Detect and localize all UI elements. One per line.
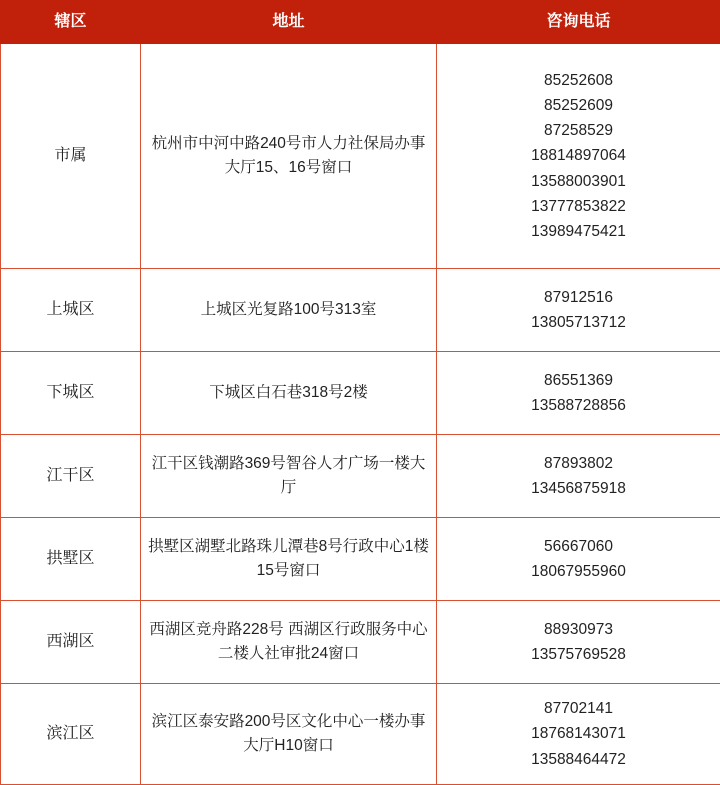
phone-number: 85252608 [443,68,714,93]
cell-district: 滨江区 [1,684,141,785]
table-row [1,352,720,435]
table-row [1,684,720,785]
cell-address: 江干区钱潮路369号智谷人才广场一楼大厅 [141,435,437,518]
table-header-row [1,1,720,44]
phone-number: 13989475421 [443,219,714,244]
table-row [1,518,720,601]
cell-address: 杭州市中河中路240号市人力社保局办事大厅15、16号窗口 [141,44,437,269]
column-header-phone: 咨询电话 [437,1,720,44]
phone-number: 13456875918 [443,476,714,501]
cell-phones [437,518,720,601]
phone-number: 13575769528 [443,642,714,667]
phone-number: 18067955960 [443,559,714,584]
cell-address: 滨江区泰安路200号区文化中心一楼办事大厅H10窗口 [141,684,437,785]
cell-district: 江干区 [1,435,141,518]
phone-number: 18814897064 [443,143,714,168]
phone-number: 13588464472 [443,747,714,772]
phone-number: 13588728856 [443,393,714,418]
phone-number: 86551369 [443,368,714,393]
cell-address: 拱墅区湖墅北路珠儿潭巷8号行政中心1楼15号窗口 [141,518,437,601]
table-row [1,601,720,684]
cell-district: 西湖区 [1,601,141,684]
phone-number: 87912516 [443,285,714,310]
cell-address: 下城区白石巷318号2楼 [141,352,437,435]
cell-district: 市属 [1,44,141,269]
cell-phones [437,435,720,518]
column-header-district: 辖区 [1,1,141,44]
phone-number: 18768143071 [443,721,714,746]
cell-address: 上城区光复路100号313室 [141,269,437,352]
cell-district: 上城区 [1,269,141,352]
phone-number: 56667060 [443,534,714,559]
phone-number: 85252609 [443,93,714,118]
cell-district: 下城区 [1,352,141,435]
phone-number: 13588003901 [443,169,714,194]
phone-number: 88930973 [443,617,714,642]
phone-number: 87893802 [443,451,714,476]
cell-phones [437,44,720,269]
phone-number: 87258529 [443,118,714,143]
cell-phones [437,601,720,684]
phone-number: 13777853822 [443,194,714,219]
phone-number: 87702141 [443,696,714,721]
table-header [1,1,720,44]
cell-district: 拱墅区 [1,518,141,601]
table-row [1,269,720,352]
cell-phones [437,352,720,435]
table-body [1,44,720,785]
cell-phones [437,269,720,352]
table-row [1,44,720,269]
cell-address: 西湖区竞舟路228号 西湖区行政服务中心二楼人社审批24窗口 [141,601,437,684]
column-header-address: 地址 [141,1,437,44]
table-row [1,435,720,518]
cell-phones [437,684,720,785]
phone-number: 13805713712 [443,310,714,335]
